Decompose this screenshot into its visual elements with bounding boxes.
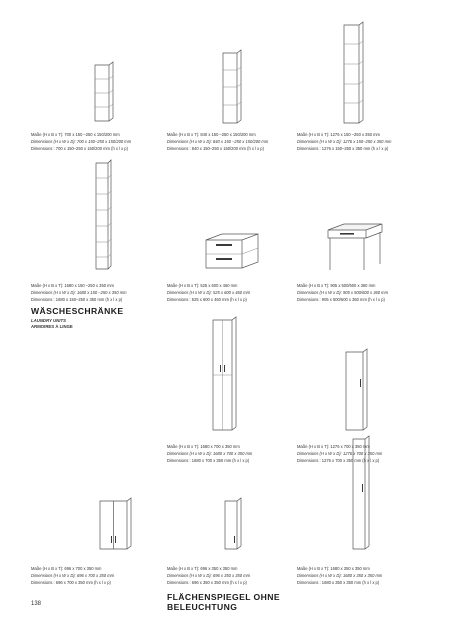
section-title: WÄSCHESCHRÄNKE [31, 306, 124, 316]
vanity-base-unit-image [322, 222, 388, 274]
item-dimensions: Maße (H x B x T): 1276 x 150 –250 x 350 mm Dimensions (H x W x D): 1276 x 150–250 x 350 mm Dimensions : 1276 x 150–250 x 350 mm (h x l x p) [297, 132, 392, 152]
mirror-no-light-heading [167, 593, 287, 612]
open-shelf-1276-image [341, 22, 367, 126]
tall-open-shelf-image [94, 160, 114, 272]
page-number: 138 [31, 601, 42, 607]
item-dimensions: Maße (H x B x T): 1276 x 700 x 350 mm Dimensions (H x W x D): 1276 x 700 x 350 mm Dimensions : 1276 x 700 x 350 mm (h x l x p) [297, 444, 383, 464]
item-dimensions: Maße (H x B x T): 840 x 150 –250 x 150/200 mm Dimensions (H x W x D): 840 x 150 –250 x 150/200 mm Dimensions : 840 x 150–250 x 150/200 mm (h x l x p) [167, 132, 269, 152]
item-dimensions: Maße (H x B x T): 1680 x 150 –250 x 350 mm Dimensions (H x W x D): 1680 x 150 –250 x 350 mm Dimensions : 1680 x 150–250 x 350 mm (h x l x p) [31, 283, 127, 303]
laundry-section-heading [31, 307, 151, 331]
item-dimensions: Maße (H x B x T): 1680 x 700 x 350 mm Dimensions (H x W x D): 1680 x 700 x 350 mm Dimensions : 1680 x 700 x 350 mm (h x l x p) [167, 444, 253, 464]
wall-cabinet-700-image [97, 498, 135, 552]
item-dimensions: Maße (H x B x T): 1680 x 350 x 350 mm Dimensions (H x W x D): 1680 x 350 x 350 mm Dimensions : 1680 x 350 x 350 mm (h x l x p) [297, 566, 383, 586]
section-subtitle-fr: ARMOIRES À LINGE [31, 324, 73, 330]
item-dimensions: Maße (H x B x T): 696 x 350 x 350 mm Dimensions (H x W x D): 696 x 350 x 350 mm Dimensions : 696 x 350 x 350 mm (h x l x p) [167, 566, 251, 586]
open-shelf-700-image [92, 62, 116, 124]
tall-laundry-cabinet-image [210, 317, 240, 433]
open-shelf-840-image [220, 50, 244, 126]
item-dimensions: Maße (H x B x T): 696 x 700 x 350 mm Dimensions (H x W x D): 696 x 700 x 350 mm Dimensions : 696 x 700 x 350 mm (h x l x p) [31, 566, 115, 586]
section-title: FLÄCHENSPIEGEL OHNE BELEUCHTUNG [167, 592, 280, 612]
item-dimensions: Maße (H x B x T): 905 x 500/600 x 360 mm Dimensions (H x W x D): 905 x 500/600 x 360 mm Dimensions : 905 x 500/600 x 360 mm (h x l x p) [297, 283, 389, 303]
section-subtitle-en: LAUNDRY UNITS [31, 317, 66, 323]
laundry-cabinet-1276-image [343, 349, 371, 433]
drawer-unit-image [202, 232, 262, 272]
item-dimensions: Maße (H x B x T): 525 x 600 x 460 mm Dimensions (H x W x D): 525 x 600 x 460 mm Dimensions : 525 x 600 x 460 mm (h x l x p) [167, 283, 251, 303]
item-dimensions: Maße (H x B x T): 700 x 150 –250 x 150/200 mm Dimensions (H x W x D): 700 x 150–250 x 150/200 mm Dimensions : 700 x 150–250 x 150/200 mm (h x l x p) [31, 132, 132, 152]
wall-cabinet-350-image [222, 498, 244, 552]
tall-cabinet-1680-image [350, 436, 372, 552]
